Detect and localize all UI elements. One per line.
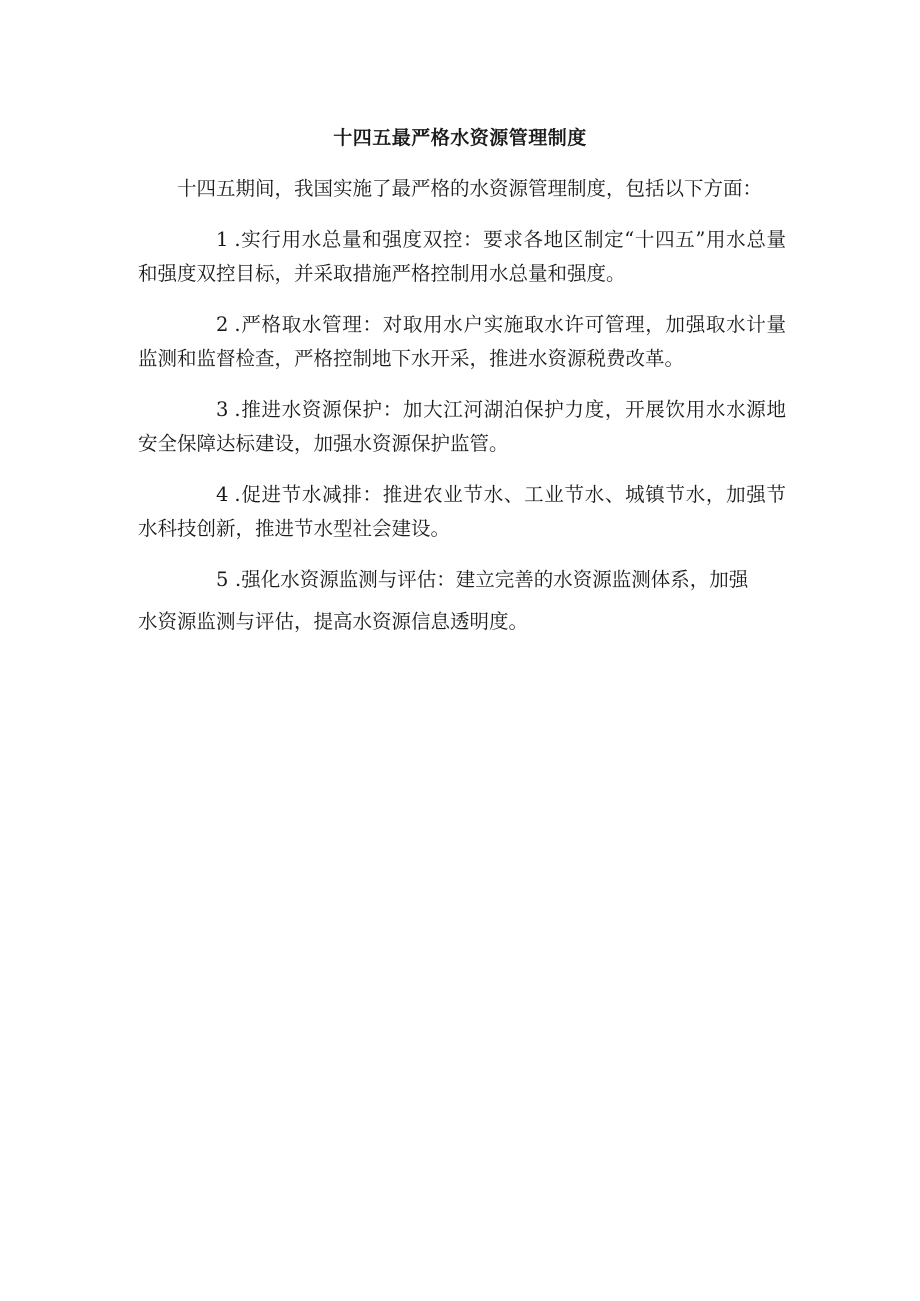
document-body (138, 172, 786, 656)
intro-paragraph (138, 172, 786, 206)
list-item (138, 478, 786, 546)
item-text: .推进水资源保护：加大江河湖泊保护力度，开展饮用水水源地安全保障达标建设，加强水资源保护监管。 (138, 398, 786, 455)
list-item (138, 223, 786, 291)
item-text-line2: 水资源监测与评估，提高水资源信息透明度。 (138, 610, 529, 633)
intro-text: 十四五期间，我国实施了最严格的水资源管理制度，包括以下方面： (177, 177, 763, 200)
item-number: 4 (216, 483, 235, 506)
item-text-line1: .强化水资源监测与评估：建立完善的水资源监测体系，加强 (235, 568, 749, 591)
item-number: 1 (216, 228, 235, 251)
list-item (138, 308, 786, 376)
item-text: .严格取水管理：对取用水户实施取水许可管理，加强取水计量监测和监督检查，严格控制地下水开采，推进水资源税费改革。 (138, 313, 786, 370)
document-title: 十四五最严格水资源管理制度 (333, 127, 587, 149)
list-item (138, 563, 786, 639)
item-number: 5 (216, 568, 229, 591)
item-text: .促进节水减排：推进农业节水、工业节水、城镇节水，加强节水科技创新，推进节水型社会建设。 (138, 483, 786, 540)
item-number: 3 (216, 398, 235, 421)
list-item (138, 393, 786, 461)
item-number: 2 (216, 313, 235, 336)
item-text: .实行用水总量和强度双控：要求各地区制定“十四五”用水总量和强度双控目标，并采取措施严格控制用水总量和强度。 (138, 228, 786, 285)
